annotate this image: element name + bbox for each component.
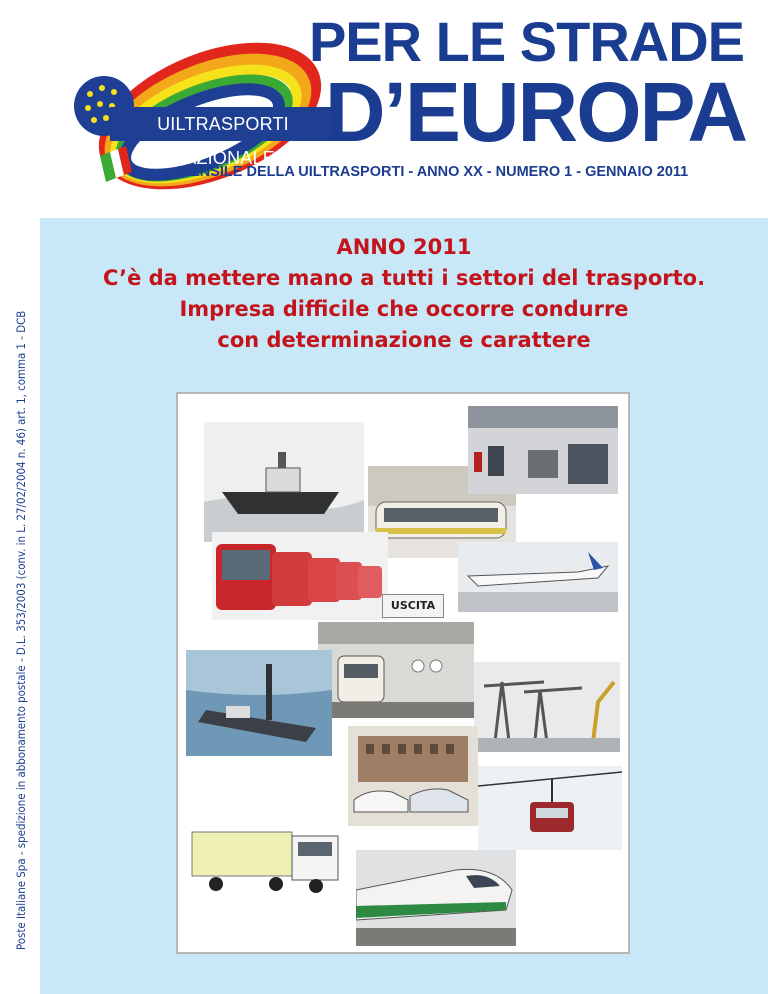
transport-collage [176, 392, 630, 954]
exit-sign [382, 594, 444, 618]
colosseum-cars-image [348, 726, 478, 826]
masthead-title-line1: PER LE STRADE [308, 10, 744, 73]
port-cranes-image [474, 662, 620, 752]
cover-headline [40, 232, 768, 356]
cable-car-image [478, 766, 622, 850]
headline-line-3: Impresa difficile che occorre condurre [179, 297, 629, 321]
tugboat-image [204, 422, 364, 542]
drilling-ship-image [186, 650, 332, 756]
airplanes-image [458, 542, 618, 612]
headline-line-1: ANNO 2011 [336, 235, 472, 259]
buses-image [212, 532, 388, 620]
headline-line-2: C’è da mettere mano a tutti i settori del trasporto. [102, 266, 706, 290]
airport-terminal-image [468, 406, 618, 494]
truck-image [186, 814, 346, 904]
high-speed-train-image [356, 850, 516, 946]
masthead-title-line2: D’EUROPA [324, 65, 746, 159]
logo-label: UILTRASPORTI NAZIONALE [110, 107, 336, 141]
metro-train-image [318, 622, 474, 718]
headline-line-4: con determinazione e carattere [217, 328, 591, 352]
exit-sign-label: USCITA [390, 599, 436, 612]
masthead-subtitle: MENSILE DELLA UILTRASPORTI - ANNO XX - NUMERO 1 - GENNAIO 2011 [178, 164, 689, 180]
postal-notice: Poste Italiane Spa - spedizione in abbonamento postale - D.L. 353/2003 (conv. in L. 27/02/2004 n. 46) art. 1, comma 1 - DCB [14, 310, 28, 950]
